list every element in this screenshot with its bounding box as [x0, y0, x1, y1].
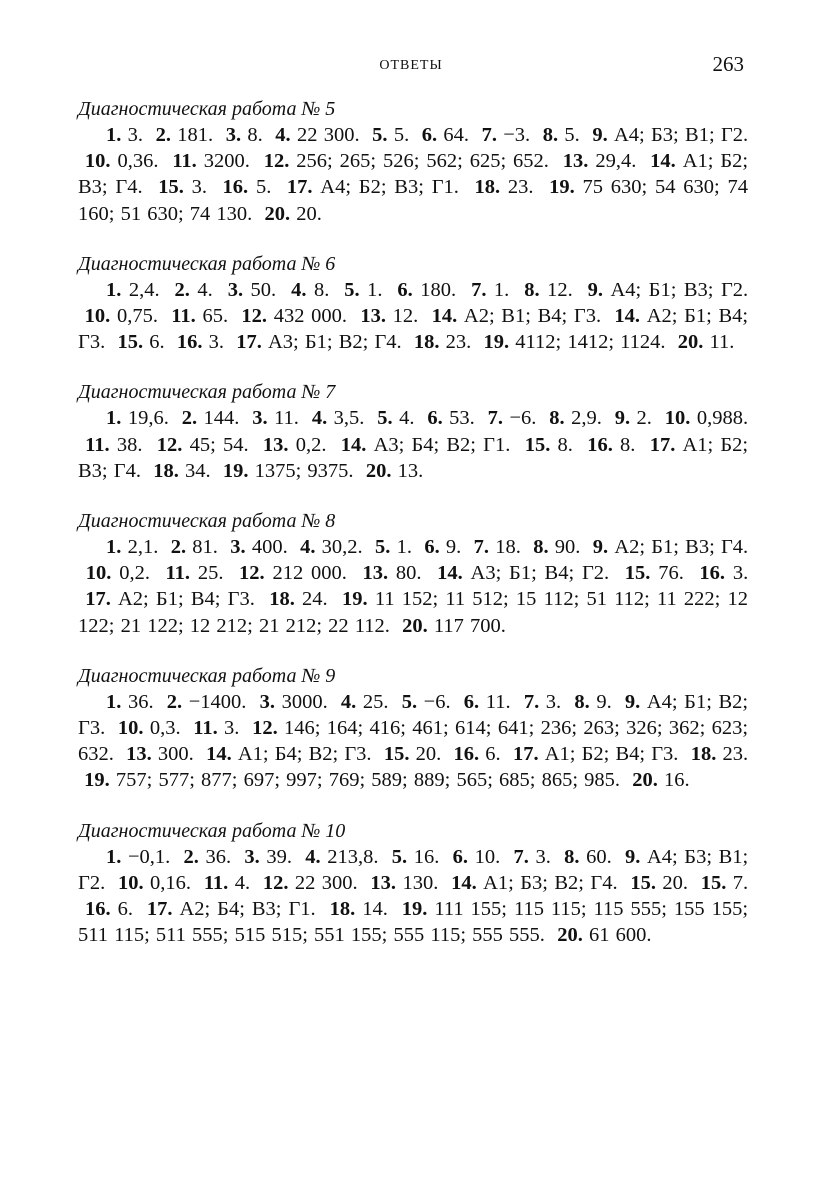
question-number: 19. — [483, 331, 510, 354]
question-number: 7. — [471, 278, 487, 301]
question-number: 4. — [275, 124, 291, 146]
question-number: 1. — [106, 536, 122, 559]
question-number: 8. — [524, 278, 540, 301]
answer-value: 81. — [192, 536, 218, 559]
question-number: 8. — [542, 124, 559, 146]
answer-value: 36. — [205, 845, 232, 868]
answer-value: 10. — [474, 845, 501, 868]
question-number: 6. — [452, 845, 468, 868]
question-number: 10. — [664, 407, 691, 430]
section-title: Диагностическая работа № 5 — [78, 98, 336, 120]
answer-value: 18. — [495, 536, 521, 559]
answer-value: 23. — [722, 743, 749, 766]
answer-section — [78, 251, 748, 356]
question-number: 6. — [463, 690, 480, 713]
question-number: 17. — [236, 331, 262, 354]
answer-value: 0,36. — [117, 150, 159, 173]
answer-value: 111 155; 115 115; 115 555; 155 155; 511 115; 511 555; 515 515; 551 155; 555 115; 555 555. — [78, 898, 749, 947]
answer-value: А1; Б4; В2; Г3. — [237, 743, 372, 766]
question-number: 10. — [85, 562, 112, 585]
answer-value: 2,4. — [128, 278, 160, 301]
question-number: 17. — [512, 743, 539, 766]
question-number: 17. — [286, 176, 313, 199]
answers-content — [78, 96, 748, 972]
question-number: 1. — [106, 278, 122, 301]
answer-value: 5. — [255, 176, 272, 199]
question-number: 19. — [549, 176, 575, 199]
answer-value: 75 630; 54 630; 74 160; 51 630; 74 130. — [78, 176, 749, 225]
answer-value: 130. — [402, 871, 439, 894]
answer-value: А1; Б2; В3; Г4. — [78, 150, 749, 199]
answer-value: 1. — [367, 278, 383, 301]
answer-value: 36. — [127, 690, 154, 713]
answer-section — [78, 818, 748, 949]
answer-value: 3. — [545, 690, 562, 713]
question-number: 20. — [402, 614, 428, 637]
answer-value: 2,9. — [571, 407, 602, 430]
answer-value: 4. — [197, 278, 213, 301]
question-number: 15. — [700, 871, 727, 894]
question-number: 6. — [421, 124, 438, 146]
answer-value: 13. — [397, 459, 424, 482]
question-number: 3. — [227, 278, 244, 301]
answer-value: 432 000. — [273, 305, 348, 328]
question-number: 11. — [85, 433, 110, 456]
question-number: 15. — [524, 433, 551, 456]
question-number: 14. — [451, 871, 477, 894]
answer-value: 60. — [586, 845, 612, 868]
question-number: 9. — [592, 124, 608, 146]
question-number: 5. — [344, 278, 360, 301]
question-number: 4. — [300, 536, 316, 559]
question-number: 15. — [624, 562, 651, 585]
question-number: 16. — [699, 562, 726, 585]
question-number: 8. — [564, 845, 580, 868]
answer-value: 11. — [709, 331, 735, 354]
answer-value: 3000. — [281, 690, 328, 713]
answers-paragraph — [78, 844, 748, 949]
question-number: 13. — [262, 433, 289, 456]
question-number: 16. — [176, 331, 203, 354]
answer-value: А4; Б3; В1; Г2. — [78, 845, 749, 894]
answer-value: А4; Б3; В1; Г2. — [614, 124, 749, 146]
answer-value: А2; Б1; В4; Г3. — [78, 305, 749, 354]
answer-value: 3. — [535, 845, 551, 868]
answer-value: А3; Б1; В2; Г4. — [267, 331, 402, 354]
question-number: 15. — [158, 176, 184, 199]
answer-value: А1; Б2; В3; Г4. — [78, 433, 749, 482]
question-number: 1. — [106, 407, 122, 430]
answer-value: 20. — [296, 202, 322, 225]
question-number: 9. — [592, 536, 609, 559]
answer-value: 117 700. — [433, 614, 506, 637]
answer-value: 1. — [493, 278, 510, 301]
answer-value: 20. — [415, 743, 442, 766]
answer-value: 8. — [313, 278, 330, 301]
answer-value: А2; Б1; В3; Г4. — [614, 536, 749, 559]
question-number: 7. — [473, 536, 489, 559]
answer-value: А4; Б1; В2; Г3. — [78, 690, 749, 740]
section-title: Диагностическая работа № 10 — [78, 819, 346, 842]
answer-value: 3. — [732, 562, 749, 585]
answer-value: 4. — [399, 407, 415, 430]
question-number: 15. — [383, 743, 410, 766]
answer-value: 2. — [636, 407, 652, 430]
answer-value: 29,4. — [595, 150, 637, 173]
question-number: 11. — [203, 871, 229, 894]
answer-value: 5. — [393, 124, 410, 146]
question-number: 20. — [677, 331, 704, 354]
answer-value: 3,5. — [333, 407, 365, 430]
question-number: 19. — [342, 588, 368, 611]
question-number: 5. — [372, 124, 388, 146]
answer-value: 30,2. — [321, 536, 363, 559]
answer-value: 8. — [557, 433, 573, 456]
answer-value: 53. — [449, 407, 475, 430]
answer-value: 61 600. — [588, 924, 652, 947]
question-number: 13. — [370, 871, 397, 894]
answer-value: 23. — [445, 331, 472, 354]
answer-value: 22 300. — [294, 871, 358, 894]
answer-value: 6. — [149, 331, 165, 354]
question-number: 12. — [156, 433, 183, 456]
answer-value: 64. — [443, 124, 470, 146]
answer-value: А1; Б3; В2; Г4. — [483, 871, 618, 894]
answer-value: 1. — [396, 536, 412, 559]
answer-value: 212 000. — [272, 562, 347, 585]
answer-value: 4112; 1412; 1124. — [515, 331, 666, 354]
question-number: 13. — [126, 743, 152, 766]
answer-value: 3. — [224, 717, 240, 740]
question-number: 4. — [340, 690, 357, 713]
question-number: 18. — [413, 331, 440, 354]
answer-value: 90. — [554, 536, 581, 559]
answer-value: 23. — [507, 176, 534, 199]
answer-value: 24. — [302, 588, 328, 611]
answer-value: 0,16. — [150, 871, 192, 894]
question-number: 15. — [117, 331, 144, 354]
answer-value: 1375; 9375. — [254, 459, 354, 482]
question-number: 1. — [106, 845, 122, 868]
section-title: Диагностическая работа № 6 — [78, 252, 336, 275]
question-number: 18. — [329, 898, 356, 921]
question-number: 4. — [291, 278, 307, 301]
question-number: 3. — [230, 536, 246, 559]
answer-value: 7. — [732, 871, 749, 894]
question-number: 13. — [362, 562, 389, 585]
question-number: 19. — [84, 769, 110, 792]
answer-value: 11. — [485, 690, 511, 713]
question-number: 18. — [474, 176, 501, 199]
answer-section — [78, 508, 748, 639]
section-title: Диагностическая работа № 9 — [78, 664, 336, 687]
page-header — [78, 52, 744, 82]
answer-value: 4. — [234, 871, 251, 894]
answer-value: 76. — [658, 562, 684, 585]
answers-paragraph — [78, 405, 748, 484]
question-number: 18. — [690, 743, 717, 766]
answer-value: 0,3. — [149, 717, 181, 740]
answer-value: 25. — [197, 562, 224, 585]
answer-value: 0,75. — [116, 305, 158, 328]
answer-value: 3. — [208, 331, 224, 354]
answer-value: А4; Б1; В3; Г2. — [610, 278, 749, 301]
answer-value: 256; 265; 526; 562; 625; 652. — [296, 150, 549, 173]
answer-value: −1400. — [188, 690, 247, 713]
answer-value: А2; Б4; В3; Г1. — [179, 898, 316, 921]
question-number: 12. — [263, 150, 290, 173]
question-number: 6. — [397, 278, 413, 301]
question-number: 10. — [84, 150, 111, 173]
question-number: 10. — [117, 717, 144, 740]
answer-value: −3. — [503, 124, 531, 146]
answer-value: 39. — [266, 845, 293, 868]
question-number: 5. — [391, 845, 408, 868]
answer-value: 22 300. — [296, 124, 360, 146]
answer-value: 11 152; 11 512; 15 112; 51 112; 11 222; 12 122; 21 122; 12 212; 21 212; 22 112. — [78, 588, 749, 637]
question-number: 13. — [360, 305, 386, 328]
answer-section — [78, 663, 748, 794]
page-number: 263 — [712, 52, 744, 76]
question-number: 16. — [84, 898, 111, 921]
answer-value: 9. — [596, 690, 612, 713]
answer-value: А3; Б4; В2; Г1. — [373, 433, 511, 456]
answers-paragraph — [78, 689, 748, 794]
question-number: 6. — [424, 536, 440, 559]
question-number: 5. — [401, 690, 418, 713]
question-number: 19. — [222, 459, 249, 482]
question-number: 13. — [562, 150, 589, 173]
question-number: 11. — [172, 150, 197, 173]
question-number: 6. — [427, 407, 443, 430]
answer-value: 146; 164; 416; 461; 614; 641; 236; 263; 326; 362; 623; 632. — [78, 717, 749, 766]
answer-value: А4; Б2; В3; Г1. — [320, 176, 459, 199]
answer-value: 8. — [247, 124, 263, 146]
question-number: 9. — [614, 407, 631, 430]
question-number: 14. — [437, 562, 463, 585]
question-number: 9. — [587, 278, 603, 301]
answer-value: 38. — [116, 433, 143, 456]
question-number: 11. — [171, 305, 196, 328]
question-number: 9. — [624, 845, 641, 868]
question-number: 7. — [481, 124, 497, 146]
answer-value: 45; 54. — [189, 433, 249, 456]
question-number: 8. — [549, 407, 565, 430]
question-number: 12. — [252, 717, 278, 740]
question-number: 20. — [632, 769, 658, 792]
answer-value: 9. — [445, 536, 462, 559]
question-number: 4. — [305, 845, 321, 868]
question-number: 14. — [614, 305, 641, 328]
question-number: 20. — [365, 459, 392, 482]
question-number: 14. — [650, 150, 676, 173]
question-number: 7. — [487, 407, 503, 430]
answer-value: 12. — [392, 305, 419, 328]
question-number: 16. — [453, 743, 480, 766]
question-number: 8. — [574, 690, 590, 713]
answer-value: 19,6. — [127, 407, 169, 430]
answer-value: А2; Б1; В4; Г3. — [118, 588, 255, 611]
answer-value: 3200. — [203, 150, 250, 173]
answer-section — [78, 96, 748, 227]
question-number: 17. — [85, 588, 111, 611]
answer-value: 20. — [662, 871, 688, 894]
question-number: 2. — [181, 407, 198, 430]
answer-value: 25. — [362, 690, 389, 713]
question-number: 2. — [155, 124, 171, 146]
question-number: 3. — [244, 845, 260, 868]
answer-value: 300. — [157, 743, 194, 766]
question-number: 1. — [106, 690, 122, 713]
answer-value: 34. — [184, 459, 211, 482]
question-number: 2. — [183, 845, 199, 868]
question-number: 7. — [513, 845, 529, 868]
question-number: 14. — [431, 305, 458, 328]
question-number: 5. — [377, 407, 393, 430]
answer-value: −6. — [509, 407, 537, 430]
answer-value: 6. — [485, 743, 501, 766]
answer-value: А3; Б1; В4; Г2. — [470, 562, 610, 585]
answer-value: 213,8. — [327, 845, 379, 868]
question-number: 20. — [557, 924, 583, 947]
answer-value: 8. — [620, 433, 636, 456]
question-number: 18. — [153, 459, 179, 482]
question-number: 3. — [252, 407, 268, 430]
question-number: 12. — [239, 562, 265, 585]
answer-value: −0,1. — [128, 845, 171, 868]
question-number: 20. — [264, 202, 291, 225]
answer-value: 6. — [117, 898, 133, 921]
question-number: 17. — [146, 898, 173, 921]
answer-value: 0,2. — [295, 433, 327, 456]
question-number: 12. — [262, 871, 289, 894]
answer-value: 0,2. — [119, 562, 150, 585]
answer-value: 16. — [664, 769, 690, 792]
question-number: 2. — [166, 690, 183, 713]
question-number: 14. — [206, 743, 232, 766]
answer-value: 50. — [250, 278, 277, 301]
question-number: 2. — [170, 536, 187, 559]
answer-value: 65. — [202, 305, 229, 328]
question-number: 3. — [259, 690, 275, 713]
question-number: 4. — [311, 407, 328, 430]
question-number: 14. — [340, 433, 367, 456]
answer-value: 14. — [362, 898, 388, 921]
answer-value: 0,988. — [696, 407, 749, 430]
answer-value: 757; 577; 877; 697; 997; 769; 589; 889; 565; 685; 865; 985. — [115, 769, 621, 792]
answer-value: 12. — [547, 278, 573, 301]
answer-value: 180. — [420, 278, 457, 301]
answer-value: 16. — [413, 845, 440, 868]
question-number: 15. — [630, 871, 656, 894]
question-number: 18. — [269, 588, 295, 611]
question-number: 9. — [624, 690, 641, 713]
question-number: 3. — [225, 124, 242, 146]
question-number: 12. — [241, 305, 268, 328]
question-number: 16. — [587, 433, 613, 456]
answer-value: А1; Б2; В4; Г3. — [544, 743, 679, 766]
question-number: 11. — [165, 562, 191, 585]
question-number: 10. — [84, 305, 111, 328]
answer-value: 400. — [251, 536, 288, 559]
question-number: 8. — [533, 536, 549, 559]
answers-paragraph — [78, 122, 748, 227]
question-number: 5. — [375, 536, 391, 559]
question-number: 17. — [649, 433, 676, 456]
answer-value: 181. — [177, 124, 214, 146]
answer-value: 2,1. — [127, 536, 159, 559]
question-number: 19. — [401, 898, 428, 921]
question-number: 16. — [222, 176, 249, 199]
answer-value: 11. — [274, 407, 299, 430]
question-number: 10. — [118, 871, 144, 894]
answer-value: А2; В1; В4; Г3. — [463, 305, 602, 328]
answers-paragraph — [78, 534, 748, 639]
question-number: 2. — [174, 278, 190, 301]
answer-value: −6. — [423, 690, 451, 713]
question-number: 11. — [193, 717, 218, 740]
running-title: ОТВЕТЫ — [379, 58, 443, 73]
question-number: 7. — [523, 690, 540, 713]
section-title: Диагностическая работа № 7 — [78, 381, 336, 404]
answer-value: 3. — [191, 176, 207, 199]
section-title: Диагностическая работа № 8 — [78, 510, 336, 533]
answer-value: 3. — [127, 124, 144, 146]
answer-section — [78, 379, 748, 484]
answers-paragraph — [78, 277, 748, 356]
answer-value: 144. — [203, 407, 240, 430]
answer-value: 80. — [395, 562, 422, 585]
answer-value: 5. — [564, 124, 580, 146]
question-number: 1. — [106, 124, 122, 146]
